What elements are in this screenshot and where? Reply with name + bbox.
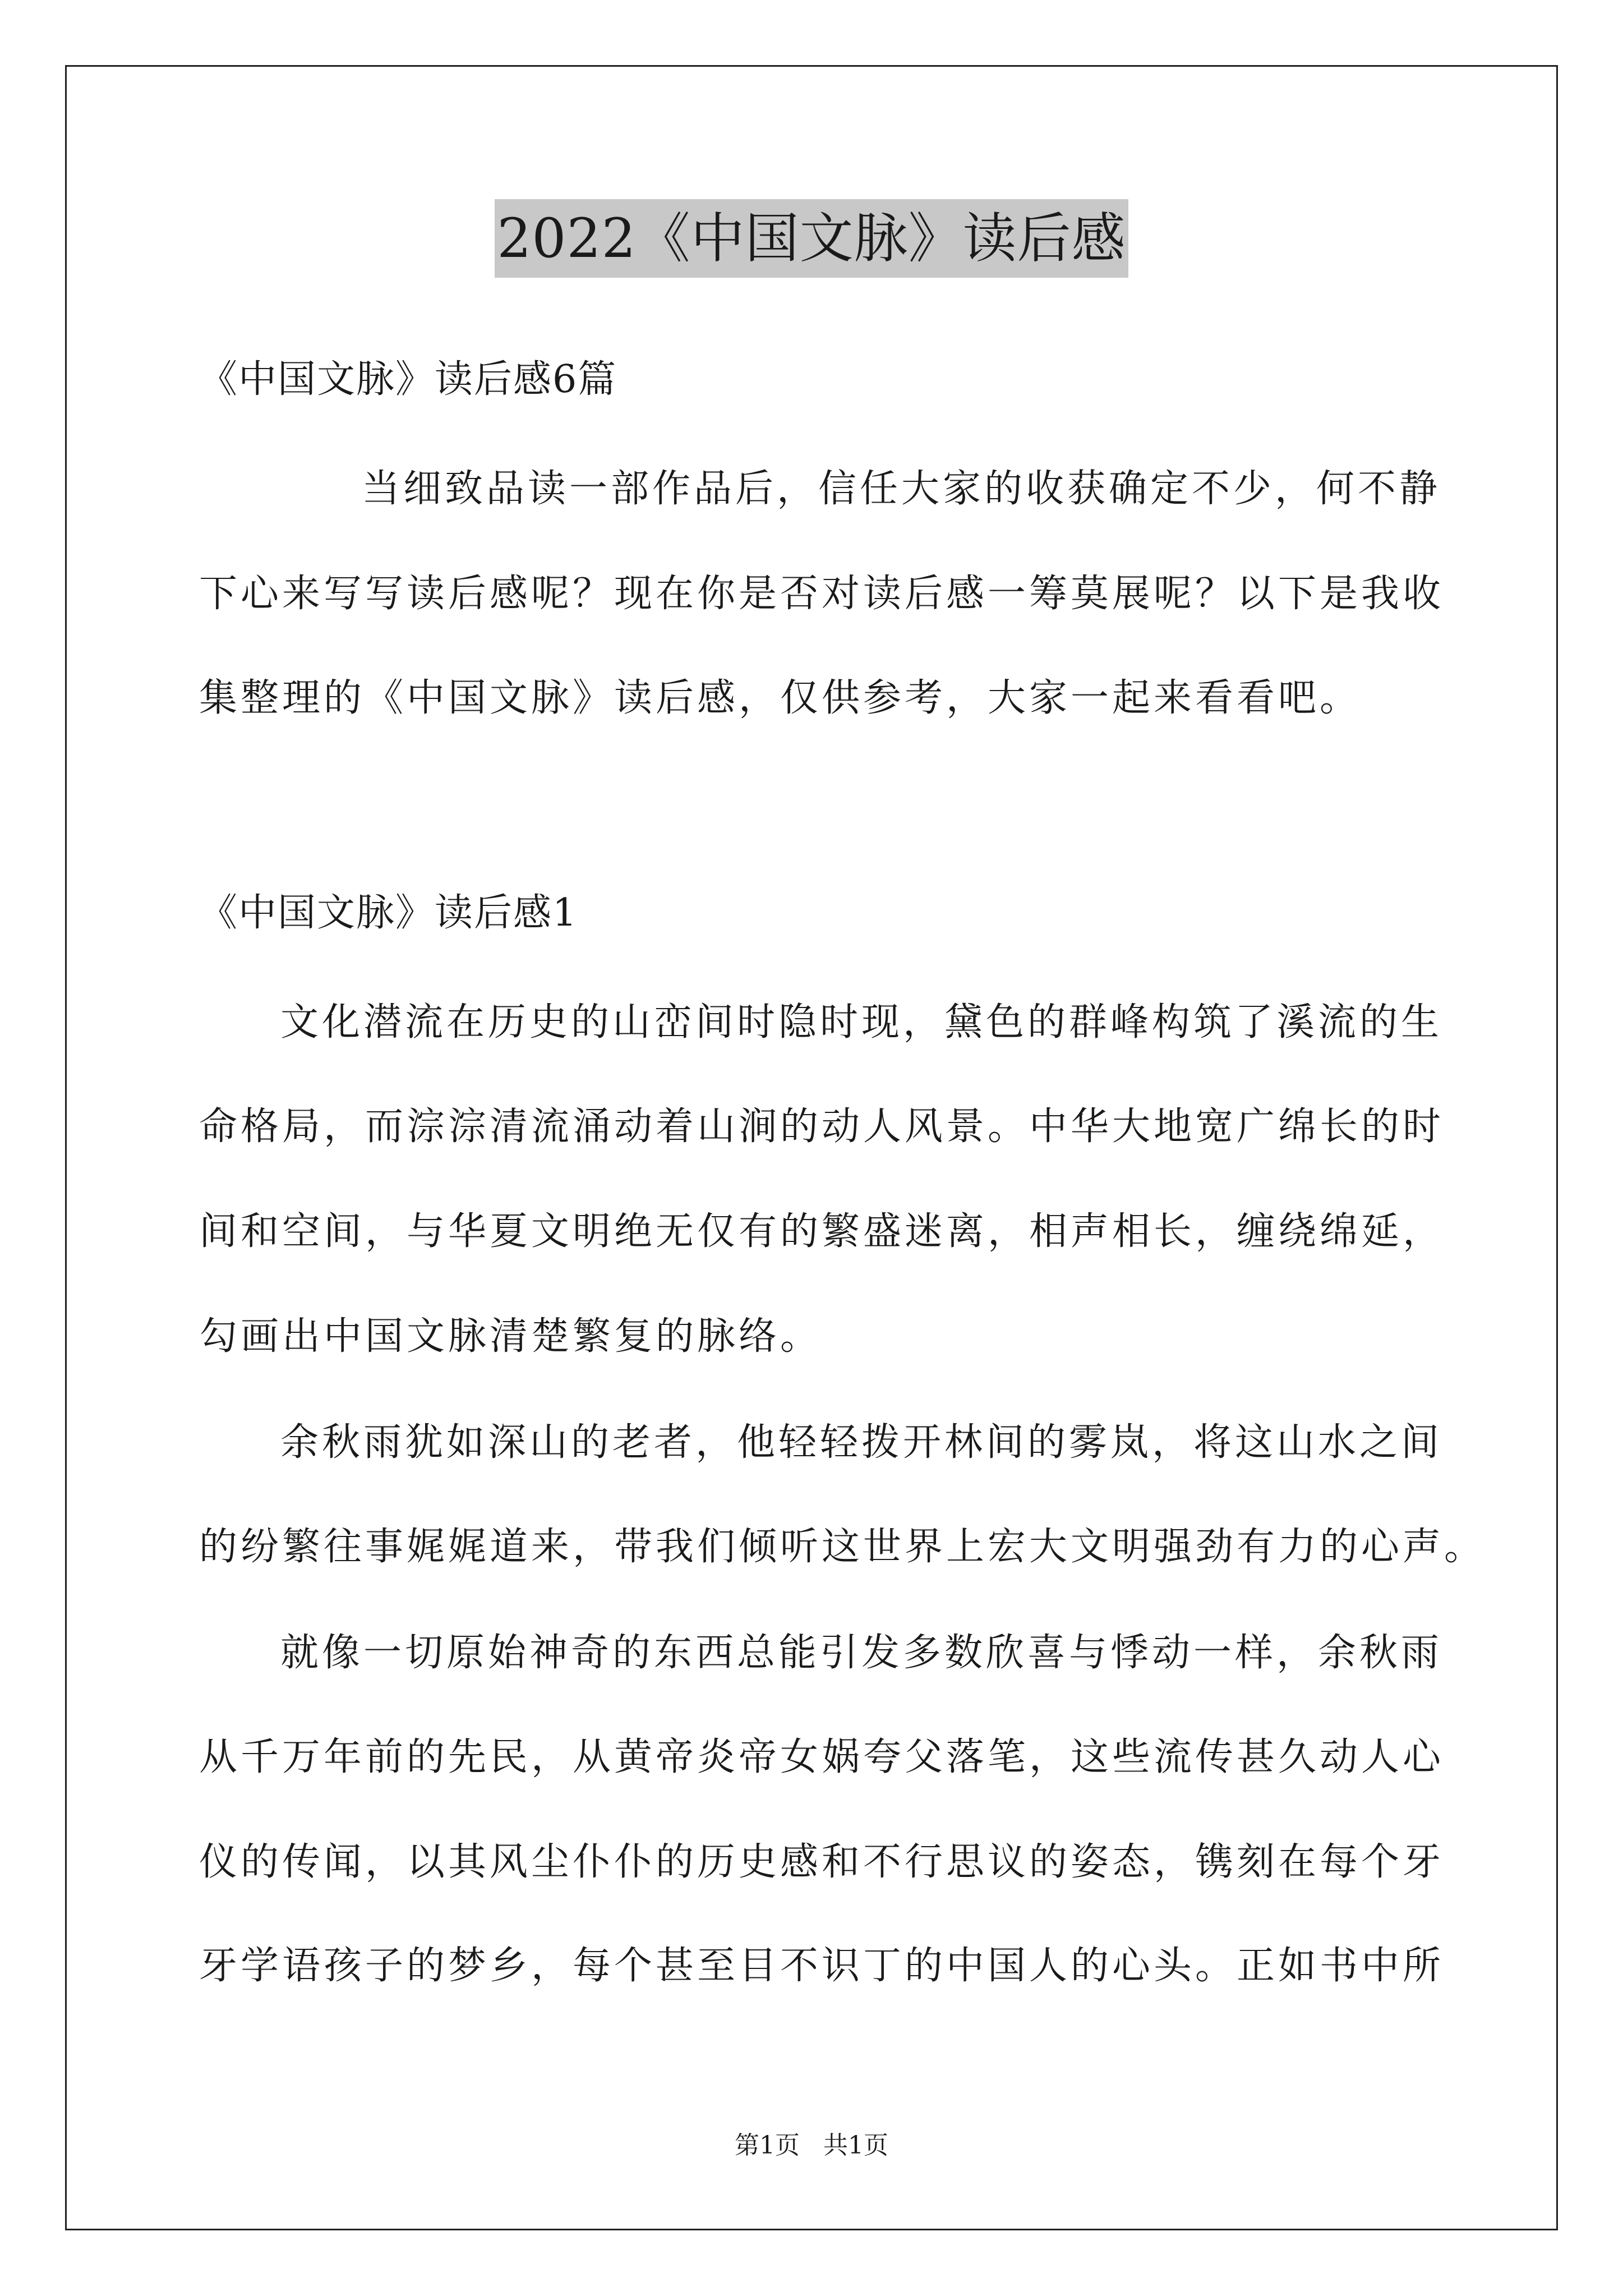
intro-line-2: 下心来写写读后感呢？现在你是否对读后感一筹莫展呢？以下是我收 <box>199 572 1445 616</box>
paragraph1-line-4: 勾画出中国文脉清楚繁复的脉络。 <box>199 1314 822 1359</box>
paragraph3-line-2: 从千万年前的先民，从黄帝炎帝女娲夸父落笔，这些流传甚久动人心 <box>199 1735 1445 1779</box>
paragraph1-line-2: 命格局，而淙淙清流涌动着山涧的动人风景。中华大地宽广绵长的时 <box>199 1105 1445 1149</box>
paragraph2-line-1: 余秋雨犹如深山的老者，他轻轻拨开林间的雾岚，将这山水之间 <box>280 1420 1443 1465</box>
paragraph2-line-2: 的纷繁往事娓娓道来，带我们倾听这世界上宏大文明强劲有力的心声。 <box>199 1525 1486 1569</box>
intro-line-1: 当细致品读一部作品后，信任大家的收获确定不少，何不静 <box>362 467 1441 511</box>
document-title: 2022《中国文脉》读后感 <box>495 199 1128 278</box>
paragraph1-line-1: 文化潜流在历史的山峦间时隐时现，黛色的群峰构筑了溪流的生 <box>280 1000 1443 1045</box>
paragraph1-line-3: 间和空间，与华夏文明绝无仅有的繁盛迷离，相声相长，缠绕绵延， <box>199 1209 1445 1254</box>
page-footer: 第1页 共1页 <box>735 2131 888 2160</box>
section-heading: 《中国文脉》读后感1 <box>199 891 578 935</box>
paragraph3-line-4: 牙学语孩子的梦乡，每个甚至目不识丁的中国人的心头。正如书中所 <box>199 1944 1445 1988</box>
subtitle: 《中国文脉》读后感6篇 <box>199 357 617 402</box>
paragraph3-line-3: 仪的传闻，以其风尘仆仆的历史感和不行思议的姿态，镌刻在每个牙 <box>199 1840 1445 1884</box>
paragraph3-line-1: 就像一切原始神奇的东西总能引发多数欣喜与悸动一样，余秋雨 <box>280 1631 1443 1675</box>
title-container <box>0 199 1623 278</box>
intro-line-3: 集整理的《中国文脉》读后感，仅供参考，大家一起来看看吧。 <box>199 676 1362 720</box>
